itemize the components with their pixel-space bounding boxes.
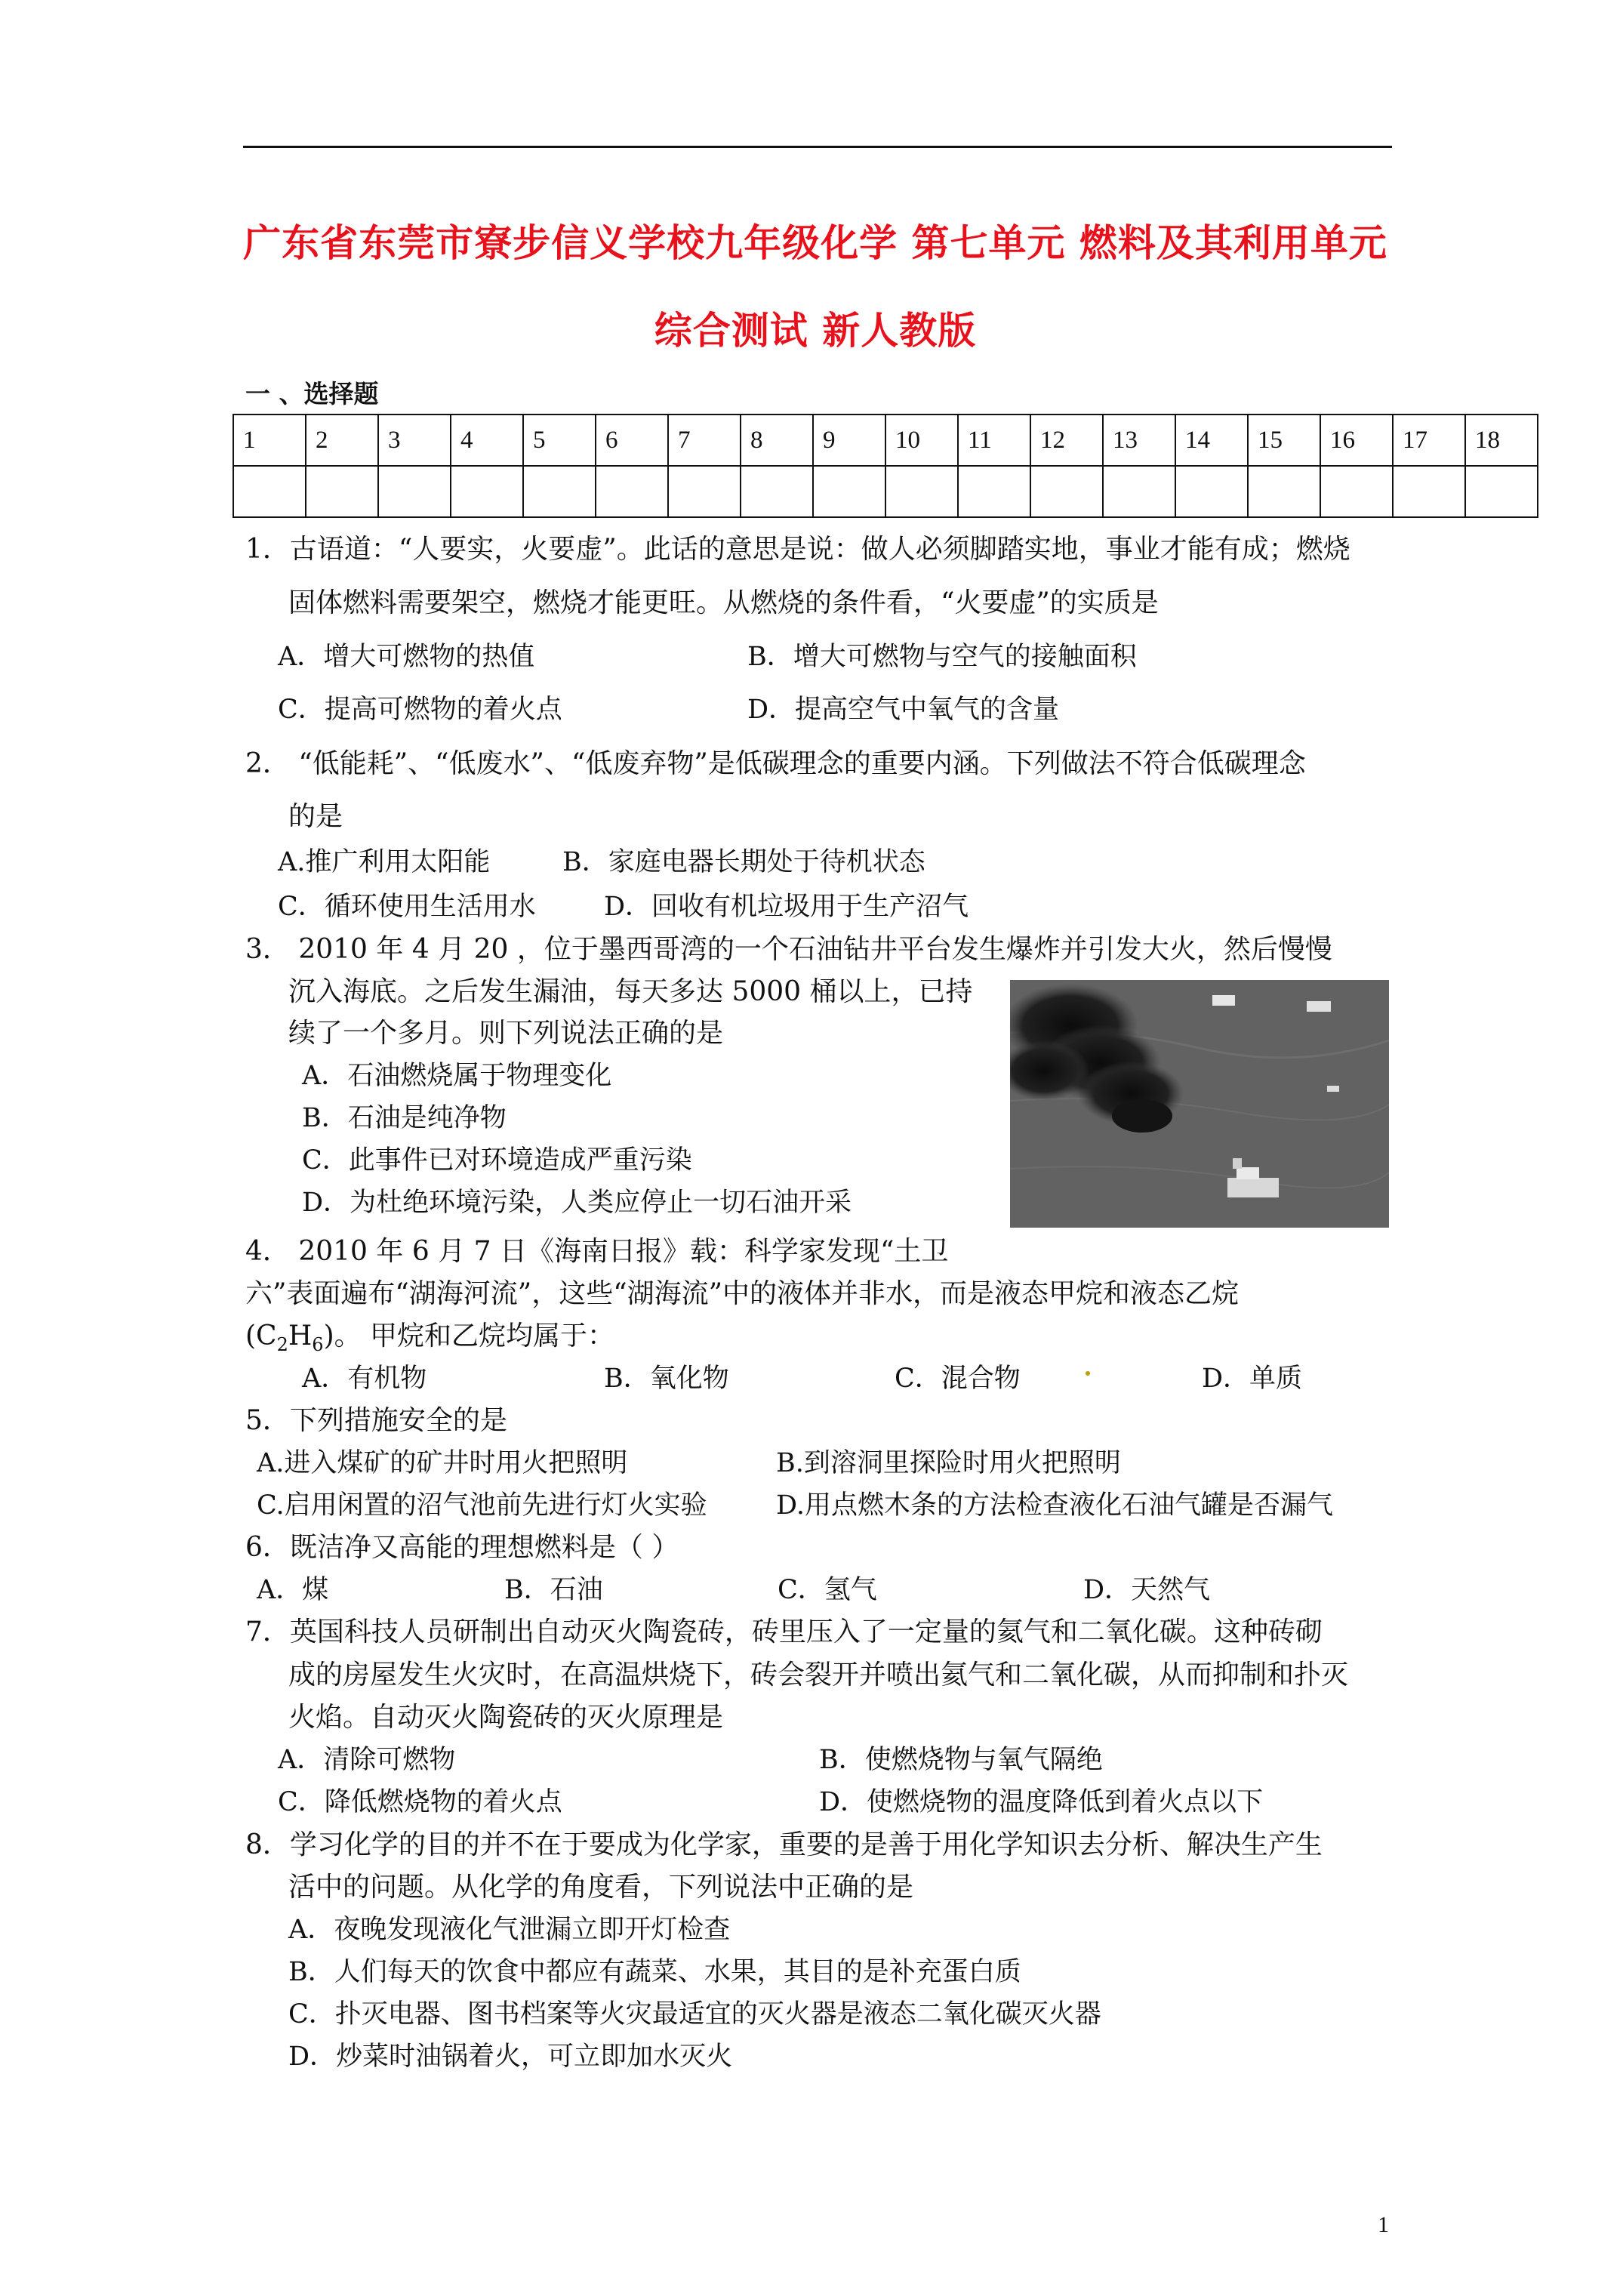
q1-stem-line2: 固体燃料需要架空，燃烧才能更旺。从燃烧的条件看，“火要虚”的实质是 xyxy=(288,587,1159,618)
q1-option-a: A．增大可燃物的热值 xyxy=(278,642,535,672)
answer-blank-cell[interactable] xyxy=(1103,466,1175,517)
q3-stem-line2: 沉入海底。之后发生漏油，每天多达 5000 桶以上，已持 xyxy=(288,976,973,1007)
answer-number-cell: 15 xyxy=(1248,415,1320,466)
answer-number-cell: 1 xyxy=(233,415,306,466)
q3-stem-line1: 3． 2010 年 4 月 20 ，位于墨西哥湾的一个石油钻井平台发生爆炸并引发大火，然后慢慢 xyxy=(245,934,1332,965)
q3-option-b: B．石油是纯净物 xyxy=(302,1103,507,1133)
stray-mark xyxy=(1086,1371,1090,1376)
header-rule xyxy=(243,146,1392,148)
q3-stem-line3: 续了一个多月。则下列说法正确的是 xyxy=(288,1018,724,1049)
q4-option-c: C．混合物 xyxy=(895,1364,1021,1394)
answer-table-blank-row xyxy=(233,466,1538,517)
q7-stem-line3: 火焰。自动灭火陶瓷砖的灭火原理是 xyxy=(288,1702,724,1733)
q4-stem-line1: 4． 2010 年 6 月 7 日《海南日报》载：科学家发现“土卫 xyxy=(245,1236,949,1267)
document-title-line1: 广东省东莞市寮步信义学校九年级化学 第七单元 燃料及其利用单元 xyxy=(243,220,1387,265)
answer-number-cell: 10 xyxy=(885,415,958,466)
q2-stem-line1: 2． “低能耗”、“低废水”、“低废弃物”是低碳理念的重要内涵。下列做法不符合低碳理念 xyxy=(245,748,1306,779)
q8-option-d: D．炒菜时油锅着火，可立即加水灭火 xyxy=(288,2042,733,2072)
answer-blank-cell[interactable] xyxy=(1248,466,1320,517)
q7-option-b: B．使燃烧物与氧气隔绝 xyxy=(819,1745,1103,1775)
q4-stem-tail: )。 甲烷和乙烷均属于： xyxy=(323,1321,615,1351)
q7-stem-line2: 成的房屋发生火灾时，在高温烘烧下，砖会裂开并喷出氦气和二氧化碳，从而抑制和扑灭 xyxy=(288,1660,1349,1690)
answer-number-cell: 17 xyxy=(1393,415,1465,466)
q5-option-d: D.用点燃木条的方法检查液化石油气罐是否漏气 xyxy=(776,1490,1333,1521)
answer-number-cell: 11 xyxy=(958,415,1030,466)
answer-blank-cell[interactable] xyxy=(1175,466,1248,517)
answer-number-cell: 3 xyxy=(378,415,451,466)
oil-spill-photo xyxy=(1010,980,1389,1228)
answer-blank-cell[interactable] xyxy=(668,466,741,517)
answer-blank-cell[interactable] xyxy=(741,466,813,517)
answer-number-cell: 5 xyxy=(523,415,596,466)
q3-option-c: C．此事件已对环境造成严重污染 xyxy=(302,1145,692,1176)
q4-stem-line2: 六”表面遍布“湖海河流”，这些“湖海流”中的液体并非水，而是液态甲烷和液态乙烷 xyxy=(245,1278,1240,1309)
answer-blank-cell[interactable] xyxy=(1320,466,1393,517)
answer-table xyxy=(233,414,1538,518)
q7-option-a: A．清除可燃物 xyxy=(278,1745,456,1775)
q4-stem-line3 xyxy=(245,1320,614,1361)
q4-option-a: A．有机物 xyxy=(302,1364,427,1394)
q5-stem: 5．下列措施安全的是 xyxy=(245,1405,507,1436)
q6-option-c: C．氢气 xyxy=(778,1575,877,1605)
answer-blank-cell[interactable] xyxy=(233,466,306,517)
answer-number-cell: 6 xyxy=(596,415,668,466)
q2-option-b: B．家庭电器长期处于待机状态 xyxy=(562,847,925,877)
q3-option-a: A．石油燃烧属于物理变化 xyxy=(302,1061,612,1091)
answer-blank-cell[interactable] xyxy=(1393,466,1465,517)
q1-stem-line1: 1．古语道：“人要实，火要虚”。此话的意思是说：做人必须脚踏实地，事业才能有成；燃烧 xyxy=(245,534,1350,565)
answer-number-cell: 4 xyxy=(451,415,523,466)
q2-option-d: D．回收有机垃圾用于生产沼气 xyxy=(604,892,969,922)
answer-blank-cell[interactable] xyxy=(378,466,451,517)
answer-table-number-row xyxy=(233,415,1538,466)
q1-option-c: C．提高可燃物的着火点 xyxy=(278,695,562,725)
page-number: 1 xyxy=(1378,2212,1389,2237)
q6-option-d: D．天然气 xyxy=(1083,1575,1211,1605)
answer-blank-cell[interactable] xyxy=(885,466,958,517)
q8-option-a: A．夜晚发现液化气泄漏立即开灯检查 xyxy=(288,1915,731,1945)
answer-blank-cell[interactable] xyxy=(1030,466,1103,517)
q4-formula-h: H xyxy=(288,1321,313,1351)
q4-option-b: B．氧化物 xyxy=(604,1364,729,1394)
answer-number-cell: 16 xyxy=(1320,415,1393,466)
q7-option-c: C．降低燃烧物的着火点 xyxy=(278,1787,562,1817)
q2-option-c: C．循环使用生活用水 xyxy=(278,892,536,922)
answer-blank-cell[interactable] xyxy=(523,466,596,517)
q8-option-c: C．扑灭电器、图书档案等火灾最适宜的灭火器是液态二氧化碳灭火器 xyxy=(288,1999,1101,2029)
q6-stem: 6．既洁净又高能的理想燃料是（ ） xyxy=(245,1532,679,1563)
q7-option-d: D．使燃烧物的温度降低到着火点以下 xyxy=(819,1787,1264,1817)
answer-blank-cell[interactable] xyxy=(451,466,523,517)
q7-stem-line1: 7．英国科技人员研制出自动灭火陶瓷砖，砖里压入了一定量的氦气和二氧化碳。这种砖砌 xyxy=(245,1616,1323,1647)
answer-blank-cell[interactable] xyxy=(1465,466,1538,517)
q2-stem-line2: 的是 xyxy=(288,801,343,832)
answer-number-cell: 12 xyxy=(1030,415,1103,466)
answer-number-cell: 14 xyxy=(1175,415,1248,466)
answer-blank-cell[interactable] xyxy=(306,466,378,517)
answer-number-cell: 7 xyxy=(668,415,741,466)
answer-number-cell: 18 xyxy=(1465,415,1538,466)
document-title-line2: 综合测试 新人教版 xyxy=(654,308,977,353)
q5-option-c: C.启用闲置的沼气池前先进行灯火实验 xyxy=(257,1490,707,1521)
answer-number-cell: 9 xyxy=(813,415,885,466)
answer-number-cell: 2 xyxy=(306,415,378,466)
answer-blank-cell[interactable] xyxy=(596,466,668,517)
q6-option-a: A．煤 xyxy=(257,1575,329,1605)
q4-formula-sub-c: 2 xyxy=(276,1334,288,1356)
q4-formula-sub-h: 6 xyxy=(312,1334,324,1356)
q5-option-a: A.进入煤矿的矿井时用火把照明 xyxy=(257,1448,628,1478)
q8-option-b: B．人们每天的饮食中都应有蔬菜、水果，其目的是补充蛋白质 xyxy=(288,1957,1021,1987)
q6-option-b: B．石油 xyxy=(504,1575,603,1605)
q3-option-d: D．为杜绝环境污染，人类应停止一切石油开采 xyxy=(302,1188,852,1218)
oil-spill-illustration xyxy=(1010,980,1389,1228)
answer-blank-cell[interactable] xyxy=(958,466,1030,517)
q8-stem-line2: 活中的问题。从化学的角度看，下列说法中正确的是 xyxy=(288,1872,914,1903)
q5-option-b: B.到溶洞里探险时用火把照明 xyxy=(776,1448,1121,1478)
q1-option-b: B．增大可燃物与空气的接触面积 xyxy=(747,642,1137,672)
q8-stem-line1: 8．学习化学的目的并不在于要成为化学家，重要的是善于用化学知识去分析、解决生产生 xyxy=(245,1829,1323,1860)
answer-blank-cell[interactable] xyxy=(813,466,885,517)
q4-formula-open: (C xyxy=(245,1321,277,1351)
answer-number-cell: 13 xyxy=(1103,415,1175,466)
q1-option-d: D．提高空气中氧气的含量 xyxy=(747,695,1060,725)
q4-option-d: D．单质 xyxy=(1202,1364,1303,1394)
answer-number-cell: 8 xyxy=(741,415,813,466)
q2-option-a: A.推广利用太阳能 xyxy=(278,847,491,877)
section-heading: 一 、选择题 xyxy=(245,379,379,408)
